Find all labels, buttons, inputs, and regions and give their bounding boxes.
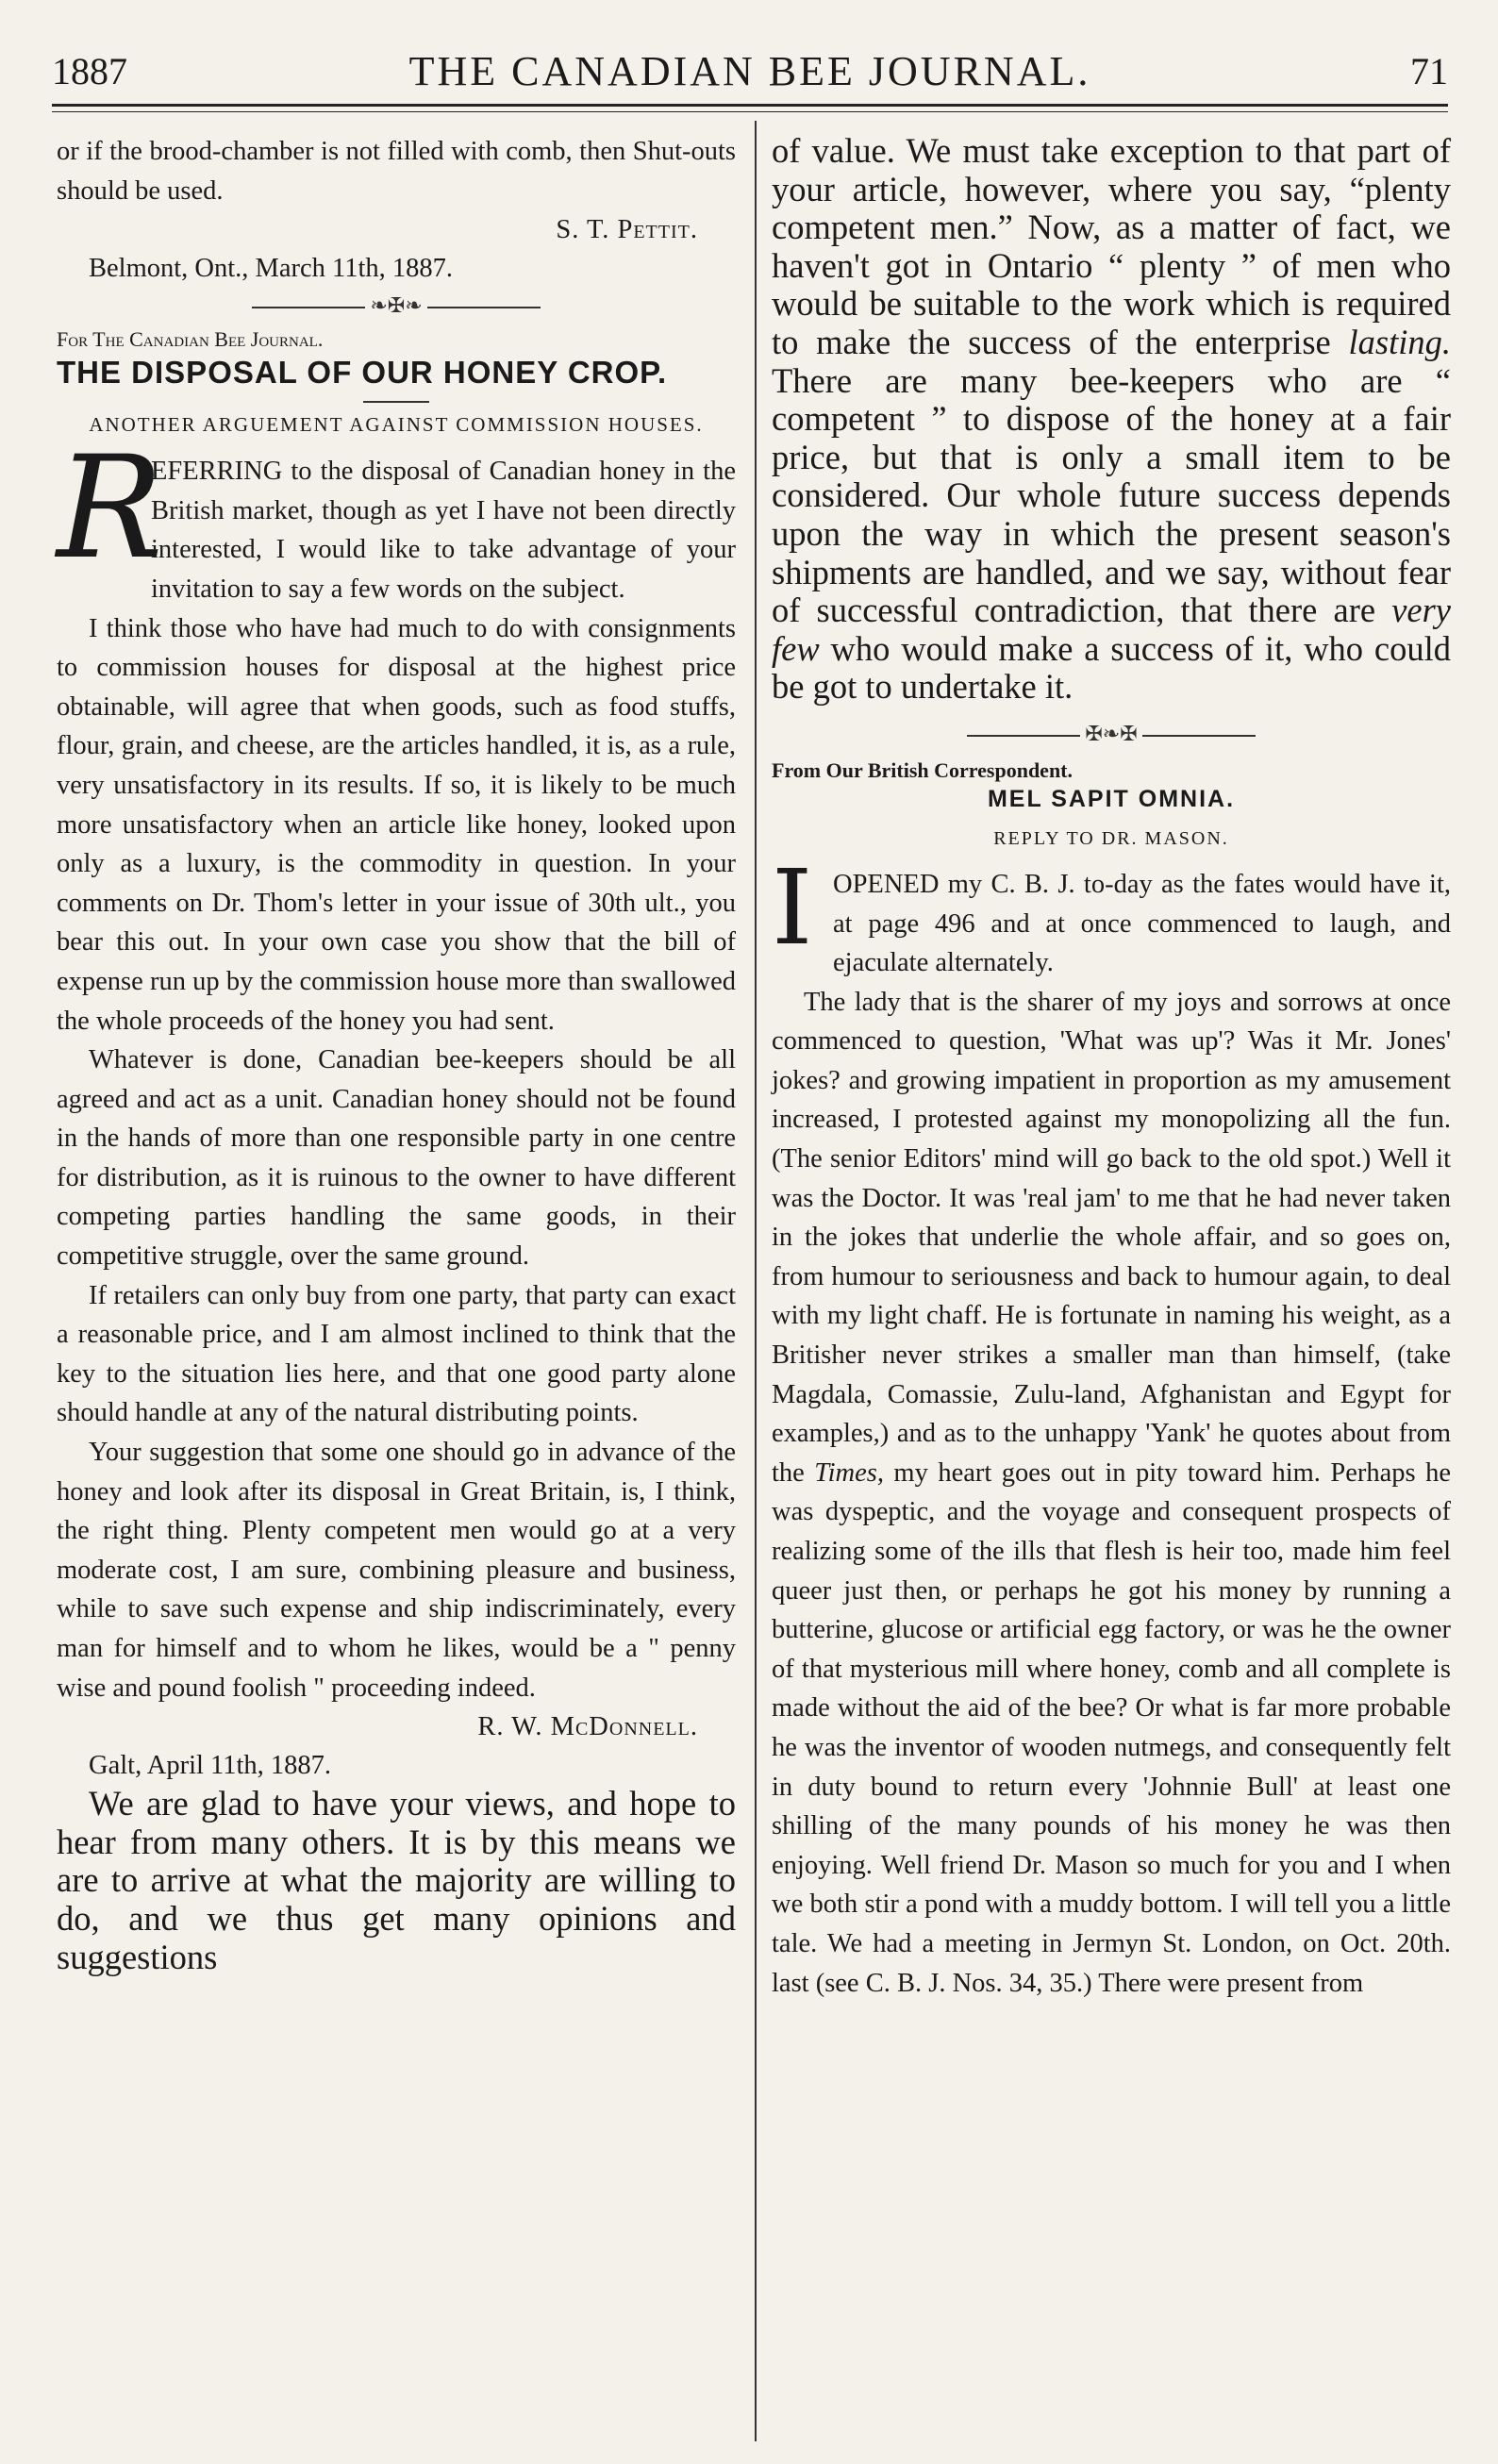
- page-header: [52, 45, 1448, 102]
- ornament-glyph-right: ✠❧✠: [1085, 721, 1138, 745]
- left-column: [57, 132, 736, 1976]
- article-subhead-reply: REPLY TO DR. MASON.: [993, 827, 1229, 849]
- editor-italic-lasting: lasting.: [1348, 322, 1451, 361]
- header-year: 1887: [52, 50, 127, 92]
- paragraph-1: EFERRING to the disposal of Canadian honey in the British market, though as yet I have not been directly interested, I would like to take advantage of your invitation to say a few words on the subject.: [151, 457, 736, 604]
- header-rule-thin: [52, 111, 1448, 112]
- opening-paragraph-right: [772, 846, 1451, 983]
- correspondent-label: From Our British Correspondent.: [772, 758, 1074, 782]
- drop-cap-i: I: [772, 846, 813, 968]
- for-journal-label: For The Canadian Bee Journal.: [57, 327, 324, 352]
- signature-pettit: S. T. Pettit.: [556, 215, 698, 245]
- paragraph-right-1: OPENED my C. B. J. to-day as the fates would have it, at page 496 and at once commenced to laugh, and ejaculate alternately.: [833, 869, 1451, 978]
- paragraph-5: Your suggestion that some one should go in advance of the honey and look after its disposal in Great Britain, is, I think, the right thing. Plenty competent men would go at a very moderate cost, I am sure, combining pleasure and business, while to save such expense and ship indiscriminately, every man for himself and to whom he likes, would be a " penny wise and pound foolish " proceeding indeed.: [57, 1438, 736, 1703]
- editor-text-b: There are many bee-keepers who are “ competent ” to dispose of the honey at a fair price, but that is only a small item to be considered. Our whole future success depends upon the way in which the present season's shipments are handled, and we say, without fear of successful contradiction, that there are: [772, 360, 1451, 630]
- title-rule: [363, 401, 429, 403]
- article-title-mel-sapit: MEL SAPIT OMNIA.: [987, 785, 1236, 812]
- header-rule-thick: [52, 104, 1448, 107]
- paragraph-4: If retailers can only buy from one party, that party can exact a reasonable price, and I am almost inclined to think that the key to the situation lies here, and that one good party alone should handle at any of the natural distributing points.: [57, 1280, 736, 1428]
- paragraph-3: Whatever is done, Canadian bee-keepers should be all agreed and act as a unit. Canadian honey should not be found in the hands of more than one responsible party in one centre for distribution, as it is ruinous to the owner to have different competing parties handling the same goods, in their competitive struggle, over the same ground.: [57, 1045, 736, 1272]
- paragraph-right-2-a: The lady that is the sharer of my joys and sorrows at once commenced to question, 'What was up'? Was it Mr. Jones' jokes? and growing impatient in proportion as my amusement increased, I protested against my monopolizing all the fun. (The senior Editors' mind will go back to the old spot.) Well it was the Doctor. It was 'real jam' to me that he had never taken in the jokes that underlie the whole affair, and so goes on, from humour to seriousness and back to humour again, to deal with my light chaff. He is fortunate in naming his weight, as a Britisher never strikes a smaller man than himself, (take Magdala, Comassie, Zulu-land, Afghanistan and Egypt for examples,) and as to the unhappy 'Yank' he quotes about from the: [772, 987, 1451, 1488]
- right-column: [772, 132, 1451, 2003]
- editor-italic-very-few: very few: [772, 591, 1451, 668]
- italic-times: Times,: [814, 1457, 884, 1488]
- column-divider: [755, 121, 757, 2441]
- page-number: 71: [1410, 50, 1448, 92]
- section-ornament: [57, 291, 736, 320]
- editor-text-c: who would make a success of it, who could be got to undertake it.: [772, 628, 1451, 707]
- editor-note-start: We are glad to have your views, and hope to hear from many others. It is by this means we are to arrive at what the majority are willing to do, and we thus get many opinions and suggestions: [57, 1784, 736, 1976]
- drop-cap-r: R: [57, 426, 163, 591]
- journal-title: THE CANADIAN BEE JOURNAL.: [408, 48, 1091, 94]
- dateline-belmont: Belmont, Ont., March 11th, 1887.: [89, 254, 454, 284]
- opening-paragraph: [57, 426, 736, 608]
- article-title-disposal: THE DISPOSAL OF OUR HONEY CROP.: [57, 355, 668, 391]
- signature-mcdonnell: R. W. McDonnell.: [477, 1712, 698, 1742]
- paragraph-2: I think those who have had much to do with consignments to commission houses for disposal at the highest price obtainable, will agree that when goods, such as food stuffs, flour, grain, and cheese, are the articles handled, it is, as a rule, very unsatisfactory in its results. If so, it is likely to be much more unsatisfactory when an article like honey, looked upon only as a luxury, is the commodity in question. In your comments on Dr. Thom's letter in your issue of 30th ult., you bear this out. In your own case you show that the bill of expense run up by the commission house more than swallowed the whole proceeds of the honey you had sent.: [57, 613, 736, 1036]
- paragraph-right-2: [772, 983, 1451, 2003]
- article-subhead: ANOTHER ARGUEMENT AGAINST COMMISSION HOUSES.: [89, 413, 704, 437]
- ornament-glyph: ❧✠❧: [370, 293, 423, 318]
- editor-text-a: of value. We must take exception to that part of your article, however, where you say, “plenty competent men.” Now, as a matter of fact, we haven't got in Ontario “ plenty ” of men who would be suitable to the work which is required to make the success of the enterprise: [772, 131, 1451, 361]
- dateline-galt: Galt, April 11th, 1887.: [89, 1751, 332, 1781]
- paragraph-right-2-b: my heart goes out in pity toward him. Perhaps he was dyspeptic, and the voyage and consequent prospects of realizing some of the ills that flesh is heir too, made him feel queer just then, or perhaps he got his money by running a butterine, glucose or artificial egg factory, or was he the owner of that mysterious mill where honey, comb and all complete is made without the aid of the bee? Or what is far more probable he was the inventor of wooden nutmegs, and consequently felt in duty bound to return every 'Johnnie Bull' at least one shilling of the many pounds of his money he was then enjoying. Well friend Dr. Mason so much for you and I when we both stir a pond with a muddy bottom. I will tell you a little tale. We had a meeting in Jermyn St. London, on Oct. 20th. last (see C. B. J. Nos. 34, 35.) There were present from: [772, 1457, 1451, 1998]
- section-ornament-right: [772, 720, 1451, 748]
- intro-paragraph: or if the brood-chamber is not filled with comb, then Shut-outs should be used.: [57, 137, 736, 206]
- editor-note-continued: [772, 132, 1451, 707]
